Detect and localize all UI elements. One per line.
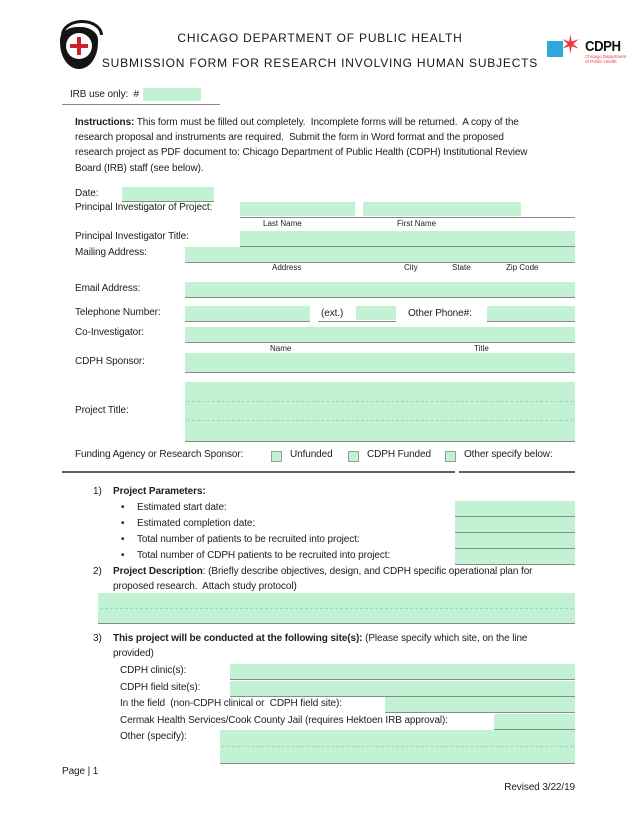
project-description-field[interactable] <box>98 593 575 624</box>
start-date-field[interactable] <box>455 501 575 517</box>
section2-number: 2) <box>93 566 102 577</box>
title-caption: Title <box>474 344 489 353</box>
first-name-caption: First Name <box>397 219 437 228</box>
name-caption: Name <box>270 344 292 353</box>
section1-title: Project Parameters: <box>113 486 206 497</box>
instructions-line1: This form must be filled out completely. Incomplete forms will be returned. A copy of the <box>134 117 519 128</box>
row-separator <box>100 608 573 609</box>
section2-heading <box>113 566 532 577</box>
cdph-field-site-field[interactable] <box>230 681 575 697</box>
row-separator <box>222 746 573 747</box>
row-separator <box>187 401 573 402</box>
cdph-tagline-line2: of Public Health <box>585 59 617 64</box>
divider-right <box>459 471 575 473</box>
cermak-field[interactable] <box>494 714 575 730</box>
irb-use-only-row <box>62 86 220 105</box>
page-title-line1: CHICAGO DEPARTMENT OF PUBLIC HEALTH <box>177 31 463 45</box>
phone-label: Telephone Number: <box>75 307 161 318</box>
divider-left <box>62 471 455 473</box>
project-title-label: Project Title: <box>75 405 129 416</box>
section2-title: Project Description <box>113 566 203 577</box>
other-funding-checkbox[interactable] <box>445 451 456 462</box>
pi-title-label: Principal Investigator Title: <box>75 231 189 242</box>
coinvestigator-field[interactable] <box>185 327 575 343</box>
phone-field[interactable] <box>185 306 310 322</box>
section3-heading <box>113 633 527 644</box>
chicago-red-star-icon: ✶ <box>560 31 581 59</box>
ext-underline <box>318 321 396 322</box>
cdph-tagline <box>585 54 626 64</box>
instructions-label: Instructions: <box>75 117 135 128</box>
cdph-tagline-line1: Chicago Department <box>585 54 627 59</box>
ext-label: (ext.) <box>321 308 344 319</box>
total-patients-field[interactable] <box>455 533 575 549</box>
cdph-sponsor-field[interactable] <box>185 353 575 373</box>
pi-underline <box>240 217 575 218</box>
email-field[interactable] <box>185 282 575 298</box>
project-title-field[interactable] <box>185 382 575 442</box>
pi-label: Principal Investigator of Project: <box>75 202 213 213</box>
ext-field[interactable] <box>356 306 396 320</box>
irb-use-only-label: IRB use only: # <box>70 89 139 100</box>
other-funding-label: Other specify below: <box>464 449 553 460</box>
bullet-total-patients-label: Total number of patients to be recruited into project: <box>137 534 360 545</box>
other-phone-label: Other Phone#: <box>408 308 472 319</box>
cdph-funded-label: CDPH Funded <box>367 449 431 460</box>
mailing-address-field[interactable] <box>185 247 575 263</box>
cdph-clinic-label: CDPH clinic(s): <box>120 665 187 676</box>
section1-number: 1) <box>93 486 102 497</box>
cdph-logo <box>547 33 637 65</box>
zip-caption: Zip Code <box>506 263 539 272</box>
instructions-paragraph <box>75 115 580 176</box>
unfunded-label: Unfunded <box>290 449 333 460</box>
pi-first-name-field[interactable] <box>363 202 521 216</box>
other-specify-field[interactable] <box>220 730 575 764</box>
section3-rest-line1: (Please specify which site, on the line <box>362 633 528 644</box>
pi-last-name-field[interactable] <box>240 202 355 216</box>
other-phone-field[interactable] <box>487 306 575 322</box>
section2-rest-line2: proposed research. Attach study protocol) <box>113 581 297 592</box>
in-the-field-field[interactable] <box>385 697 575 713</box>
cdph-field-site-label: CDPH field site(s): <box>120 682 201 693</box>
address-caption: Address <box>272 263 302 272</box>
instructions-line2: research proposal and instruments are required. Submit the form in Word format and the proposed <box>75 132 504 144</box>
mailing-address-label: Mailing Address: <box>75 247 147 258</box>
cdph-wordmark: CDPH <box>585 38 621 55</box>
in-the-field-label: In the field (non-CDPH clinical or CDPH field site): <box>120 698 342 709</box>
section3-rest-line2: provided) <box>113 648 154 659</box>
revised-date: Revised 3/22/19 <box>504 782 575 793</box>
date-label: Date: <box>75 188 99 199</box>
bullet-icon: • <box>121 518 125 529</box>
pi-title-field[interactable] <box>240 231 575 247</box>
email-label: Email Address: <box>75 283 141 294</box>
state-caption: State <box>452 263 471 272</box>
date-field[interactable] <box>122 187 214 202</box>
page-title-line2: SUBMISSION FORM FOR RESEARCH INVOLVING HUMAN SUBJECTS <box>101 56 539 70</box>
instructions-line3: research project as PDF document to: Chicago Department of Public Health (CDPH) Institutional Review <box>75 147 528 159</box>
instructions-line4: Board (IRB) staff (see below). <box>75 162 204 174</box>
cdph-clinic-field[interactable] <box>230 664 575 680</box>
funding-label: Funding Agency or Research Sponsor: <box>75 449 244 460</box>
cdph-funded-checkbox[interactable] <box>348 451 359 462</box>
page-number: Page | 1 <box>62 766 99 777</box>
cdph-patients-field[interactable] <box>455 549 575 565</box>
last-name-caption: Last Name <box>263 219 302 228</box>
section3-title: This project will be conducted at the following site(s): <box>113 633 363 644</box>
bullet-cdph-patients-label: Total number of CDPH patients to be recruited into project: <box>137 550 391 561</box>
completion-date-field[interactable] <box>455 517 575 533</box>
bullet-icon: • <box>121 534 125 545</box>
unfunded-checkbox[interactable] <box>271 451 282 462</box>
irb-number-field[interactable] <box>143 88 201 101</box>
bullet-completion-date-label: Estimated completion date: <box>137 518 256 529</box>
bullet-icon: • <box>121 550 125 561</box>
other-specify-label: Other (specify): <box>120 731 187 742</box>
cermak-label: Cermak Health Services/Cook County Jail (requires Hektoen IRB approval): <box>120 715 448 726</box>
bullet-start-date-label: Estimated start date: <box>137 502 227 513</box>
row-separator <box>187 420 573 421</box>
coinvestigator-label: Co-Investigator: <box>75 327 144 338</box>
section2-rest-line1: : (Briefly describe objectives, design, and CDPH specific operational plan for <box>202 566 533 577</box>
city-caption: City <box>404 263 418 272</box>
cdph-sponsor-label: CDPH Sponsor: <box>75 356 145 367</box>
section3-number: 3) <box>93 633 102 644</box>
bullet-icon: • <box>121 502 125 513</box>
